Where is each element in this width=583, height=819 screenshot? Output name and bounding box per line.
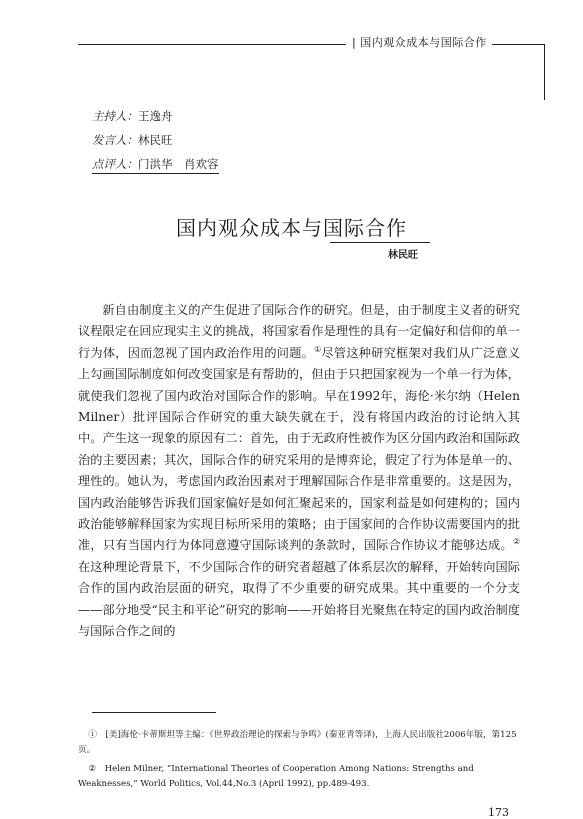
footnote-item: ② Helen Milner, “International Theories of Cooperation Among Nations: Strengths and Weaknesses,” World Politics, Vol.44,No.3 (April 1992), pp.489-493. xyxy=(78,764,474,789)
footnote-item: ① [美]海伦·卡蒂斯坦等主编：《世界政治理论的探索与争鸣》(秦亚青等译)，上海人民出版社2006年版，第125页。 xyxy=(78,730,517,755)
header-rule-vertical xyxy=(544,44,545,100)
page-number: 173 xyxy=(488,806,509,819)
credit-name: 王逸舟 xyxy=(138,109,173,123)
header-rule-right xyxy=(492,44,544,45)
body-segment: 在这种理论背景下，不少国际合作的研究者超越了体系层次的解释，开始转向国际合作的国内政治层面的研究，取得了不少重要的研究成果。其中重要的一个分支——部分地受“民主和平论”研究的影响——开始将目光聚焦在特定的国内政治制度与国际合作之间的 xyxy=(78,559,520,639)
article-title: 国内观众成本与国际合作 xyxy=(176,216,407,240)
credit-name: 门洪华 肖欢容 xyxy=(138,157,219,171)
footnotes xyxy=(78,728,520,796)
article-body xyxy=(78,300,520,643)
header-rule-left xyxy=(78,44,346,45)
credit-role: 点评人： xyxy=(92,157,138,171)
running-head: | 国内观众成本与国际合作 xyxy=(352,36,487,49)
running-title: 国内观众成本与国际合作 xyxy=(360,36,487,49)
credits-block xyxy=(92,104,219,176)
article-author: 林民旺 xyxy=(388,250,418,261)
credit-speaker xyxy=(92,128,219,152)
credit-host xyxy=(92,104,219,128)
author-rule xyxy=(330,242,430,243)
credit-role: 发言人： xyxy=(92,133,138,147)
footnote-rule xyxy=(92,712,216,713)
credit-reviewer xyxy=(92,152,219,176)
body-segment: 尽管这种研究框架对我们从广泛意义上勾画国际制度如何改变国家是有帮助的，但由于只把国家视为一个单一行为体，就使我们忽视了国内政治对国际合作的影响。早在1992年，海伦·米尔纳（Helen Milner）批评国际合作研究的重大缺失就在于，没有将国内政治的讨论纳入其中。产生这一现象的原因有二：首先，由于无政府性被作为区分国内政治和国际政治的主要因素；其次，国际合作的研究采用的是博弈论，假定了行为体是单一的、理性的。她认为，考虑国内政治因素对于理解国际合作是非常重要的。这是因为，国内政治能够告诉我们国家偏好是如何汇聚起来的，国家利益是如何建构的；国内政治能够解释国家为实现目标所采用的策略；由于国家间的合作协议需要国内的批准，只有当国内行为体同意遵守国际谈判的条款时，国际合作协议才能够达成。 xyxy=(78,345,521,553)
credit-role: 主持人： xyxy=(92,109,138,123)
body-segment: 新自由制度主义的产生促进了国际合作的研究。但是，由于制度主义者的研究议程限定在回应现实主义的挑战，将国家看作是理性的具有一定偏好和信仰的单一行为体，因而忽视了国内政治作用的问题。 xyxy=(78,303,520,360)
footnote-ref[interactable]: ② xyxy=(512,537,520,547)
footnote-ref[interactable]: ① xyxy=(314,344,322,354)
credit-underline xyxy=(92,157,219,174)
credit-name: 林民旺 xyxy=(138,133,173,147)
